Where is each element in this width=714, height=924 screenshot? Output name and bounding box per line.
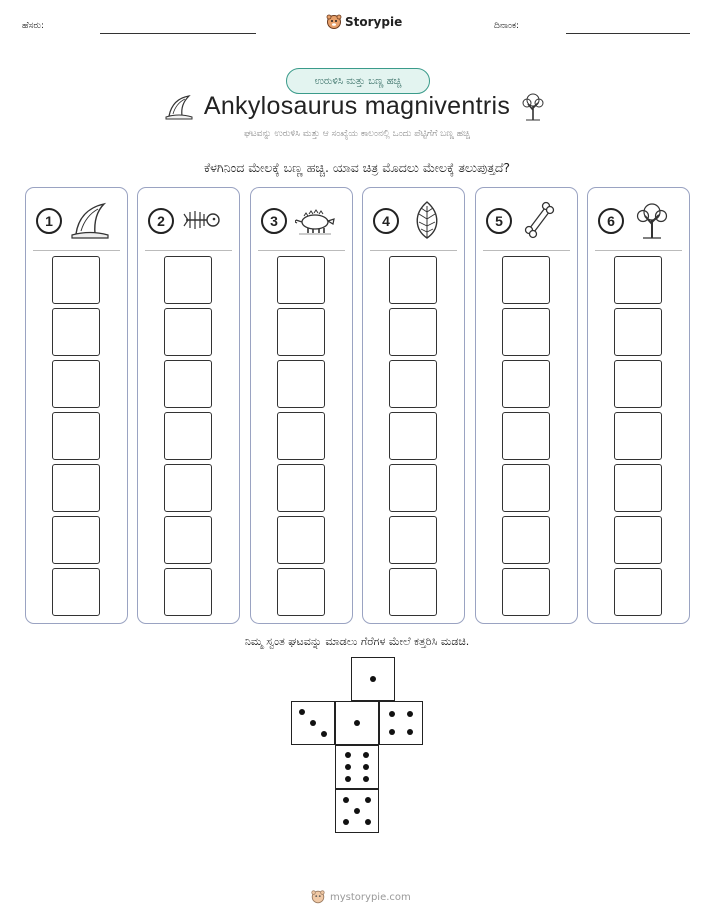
die-pip (345, 776, 351, 782)
column-divider (33, 250, 120, 251)
color-box[interactable] (52, 568, 100, 616)
column-number: 2 (148, 208, 174, 234)
column-number: 3 (261, 208, 287, 234)
bone-icon (520, 200, 560, 240)
color-box[interactable] (614, 412, 662, 460)
column-header (251, 200, 352, 244)
color-box[interactable] (614, 360, 662, 408)
die-pip (365, 819, 371, 825)
color-box[interactable] (502, 360, 550, 408)
date-label: ದಿನಾಂಕ: (494, 21, 520, 31)
brand-logo (326, 13, 402, 31)
column-1 (25, 187, 128, 624)
die-face-4 (379, 701, 423, 745)
column-4 (362, 187, 465, 624)
die-pip (345, 764, 351, 770)
die-pip (370, 676, 376, 682)
name-line[interactable] (100, 33, 256, 34)
die-face-3 (291, 701, 335, 745)
brand-name: Storypie (345, 15, 403, 29)
tree-icon (520, 92, 546, 122)
column-divider (370, 250, 457, 251)
die-pip (389, 711, 395, 717)
color-box[interactable] (502, 412, 550, 460)
leaf-icon (407, 200, 447, 240)
color-box[interactable] (389, 308, 437, 356)
color-box[interactable] (52, 360, 100, 408)
color-box[interactable] (614, 568, 662, 616)
die-pip (354, 720, 360, 726)
color-box[interactable] (164, 568, 212, 616)
storypie-mascot-icon (326, 13, 342, 31)
color-box[interactable] (502, 516, 550, 564)
column-header (26, 200, 127, 244)
footer (310, 889, 411, 905)
color-box[interactable] (164, 360, 212, 408)
die-pip (321, 731, 327, 737)
column-number: 6 (598, 208, 624, 234)
color-box[interactable] (389, 568, 437, 616)
color-box[interactable] (52, 308, 100, 356)
column-6 (587, 187, 690, 624)
column-header (138, 200, 239, 244)
color-box[interactable] (164, 308, 212, 356)
color-box[interactable] (389, 360, 437, 408)
color-box[interactable] (614, 308, 662, 356)
color-box[interactable] (389, 412, 437, 460)
color-box[interactable] (502, 308, 550, 356)
column-number: 4 (373, 208, 399, 234)
color-box[interactable] (277, 360, 325, 408)
color-box[interactable] (614, 256, 662, 304)
column-2 (137, 187, 240, 624)
die-face-6 (335, 745, 379, 789)
die-pip (389, 729, 395, 735)
color-box[interactable] (52, 516, 100, 564)
column-header (476, 200, 577, 244)
tree-icon (632, 200, 672, 240)
die-pip (345, 752, 351, 758)
page-subtitle: ಘಟವನ್ನು ಉರುಳಿಸಿ ಮತ್ತು ಆ ಸಂಖ್ಯೆಯ ಕಾಲಂನಲ್ಲಿ ಒಂದು ಪೆಟ್ಟಿಗೆಗೆ ಬಣ್ಣ ಹಚ್ಚಿ (244, 129, 470, 139)
color-box[interactable] (277, 308, 325, 356)
color-box[interactable] (389, 516, 437, 564)
color-box[interactable] (502, 568, 550, 616)
color-box[interactable] (277, 516, 325, 564)
die-face-1 (351, 657, 395, 701)
color-box[interactable] (502, 256, 550, 304)
color-box[interactable] (277, 568, 325, 616)
column-divider (483, 250, 570, 251)
column-divider (258, 250, 345, 251)
race-question: ಕೆಳಗಿನಿಂದ ಮೇಲಕ್ಕೆ ಬಣ್ಣ ಹಚ್ಚಿ. ಯಾವ ಚಿತ್ರ ಮೊದಲು ಮೇಲಕ್ಕೆ ತಲುಪುತ್ತದೆ? (203, 160, 511, 175)
die-pip (363, 764, 369, 770)
date-line[interactable] (566, 33, 690, 34)
name-label: ಹೆಸರು: (22, 21, 45, 31)
column-header (363, 200, 464, 244)
die-instruction: ನಿಮ್ಮ ಸ್ವಂತ ಘಟವನ್ನು ಮಾಡಲು ಗೆರೆಗಳ ಮೇಲೆ ಕತ್ತರಿಸಿ ಮಡಚಿ. (244, 635, 470, 648)
die-pip (343, 797, 349, 803)
color-box[interactable] (277, 464, 325, 512)
die-pip (363, 752, 369, 758)
fish-skeleton-icon (182, 200, 222, 240)
die-pip (407, 711, 413, 717)
column-number: 1 (36, 208, 62, 234)
fossil-claw-icon (70, 200, 110, 240)
color-box[interactable] (52, 256, 100, 304)
column-divider (145, 250, 232, 251)
die-pip (354, 808, 360, 814)
die-pip (299, 709, 305, 715)
color-box[interactable] (164, 516, 212, 564)
storypie-mascot-icon (310, 889, 326, 905)
color-box[interactable] (52, 464, 100, 512)
color-box[interactable] (389, 464, 437, 512)
die-pip (343, 819, 349, 825)
ankylosaurus-icon (295, 200, 335, 240)
column-number: 5 (486, 208, 512, 234)
die-pip (407, 729, 413, 735)
color-box[interactable] (164, 256, 212, 304)
activity-tag: ಉರುಳಿಸಿ ಮತ್ತು ಬಣ್ಣ ಹಚ್ಚಿ (286, 68, 430, 94)
die-face-1 (335, 701, 379, 745)
column-header (588, 200, 689, 244)
column-3 (250, 187, 353, 624)
color-box[interactable] (164, 464, 212, 512)
die-pip (363, 776, 369, 782)
color-box[interactable] (277, 256, 325, 304)
color-box[interactable] (52, 412, 100, 460)
die-pip (365, 797, 371, 803)
die-face-5 (335, 789, 379, 833)
color-box[interactable] (614, 464, 662, 512)
color-box[interactable] (502, 464, 550, 512)
die-pip (310, 720, 316, 726)
color-box[interactable] (389, 256, 437, 304)
footer-url: mystorypie.com (330, 891, 411, 903)
color-box[interactable] (614, 516, 662, 564)
color-box[interactable] (277, 412, 325, 460)
column-divider (595, 250, 682, 251)
column-5 (475, 187, 578, 624)
page-title: Ankylosaurus magniventris (203, 92, 511, 120)
color-box[interactable] (164, 412, 212, 460)
